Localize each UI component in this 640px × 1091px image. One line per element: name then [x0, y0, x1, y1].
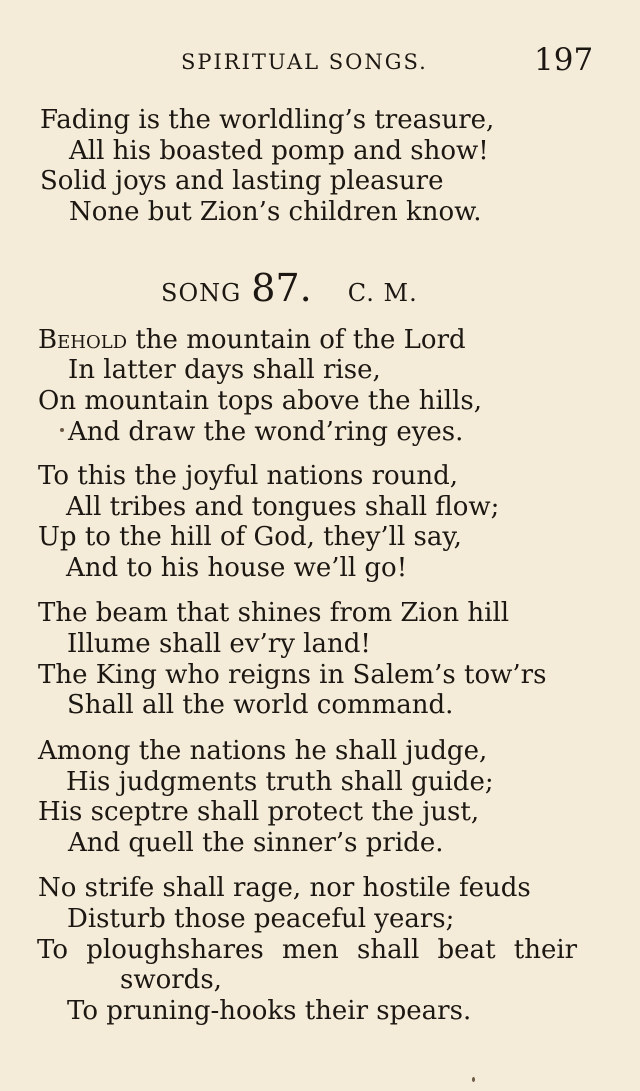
verse-line: And to his house we’ll go!	[66, 553, 408, 583]
verse-line: Fading is the worldling’s treasure,	[40, 105, 495, 135]
page-number: 197	[534, 42, 594, 78]
song-label: SONG	[161, 279, 242, 307]
verse-line: The beam that shines from Zion hill	[38, 598, 510, 628]
running-title: SPIRITUAL SONGS.	[181, 50, 428, 74]
verse-line: To pruning-hooks their spears.	[67, 996, 472, 1026]
first-line-rest: the mountain of the Lord	[127, 325, 466, 355]
verse-line: Illume shall ev’ry land!	[67, 629, 371, 659]
song-heading	[161, 266, 418, 310]
verse-line: Shall all the world command.	[67, 690, 454, 720]
song-meter: C. M.	[347, 279, 418, 307]
verse-line: On mountain tops above the hills,	[38, 386, 483, 416]
verse-line: Up to the hill of God, they’ll say,	[38, 522, 462, 552]
verse-line: The King who reigns in Salem’s tow’rs	[38, 660, 547, 690]
verse-line-runover: swords,	[120, 965, 222, 995]
verse-line: In latter days shall rise,	[68, 355, 381, 385]
song-number: 87.	[251, 266, 312, 310]
verse-line: His judgments truth shall guide;	[66, 767, 494, 797]
verse-line: Disturb those peaceful years;	[67, 904, 455, 934]
verse-line: None but Zion’s children know.	[69, 197, 482, 227]
verse-line: Solid joys and lasting pleasure	[40, 166, 444, 196]
ink-speck	[472, 1077, 475, 1082]
verse-line: All his boasted pomp and show!	[69, 136, 489, 166]
verse-line: And quell the sinner’s pride.	[68, 828, 444, 858]
verse-line: His sceptre shall protect the just,	[38, 797, 480, 827]
verse-line: And draw the wond’ring eyes.	[68, 417, 464, 447]
verse-line: To ploughshares men shall beat their	[37, 935, 578, 965]
verse-line: Among the nations he shall judge,	[38, 736, 488, 766]
verse-line	[38, 325, 466, 355]
ink-speck	[60, 428, 64, 432]
opening-word: Behold	[38, 325, 128, 355]
verse-line: All tribes and tongues shall flow;	[66, 492, 500, 522]
verse-line: To this the joyful nations round,	[38, 461, 459, 491]
verse-line: No strife shall rage, nor hostile feuds	[38, 873, 531, 903]
